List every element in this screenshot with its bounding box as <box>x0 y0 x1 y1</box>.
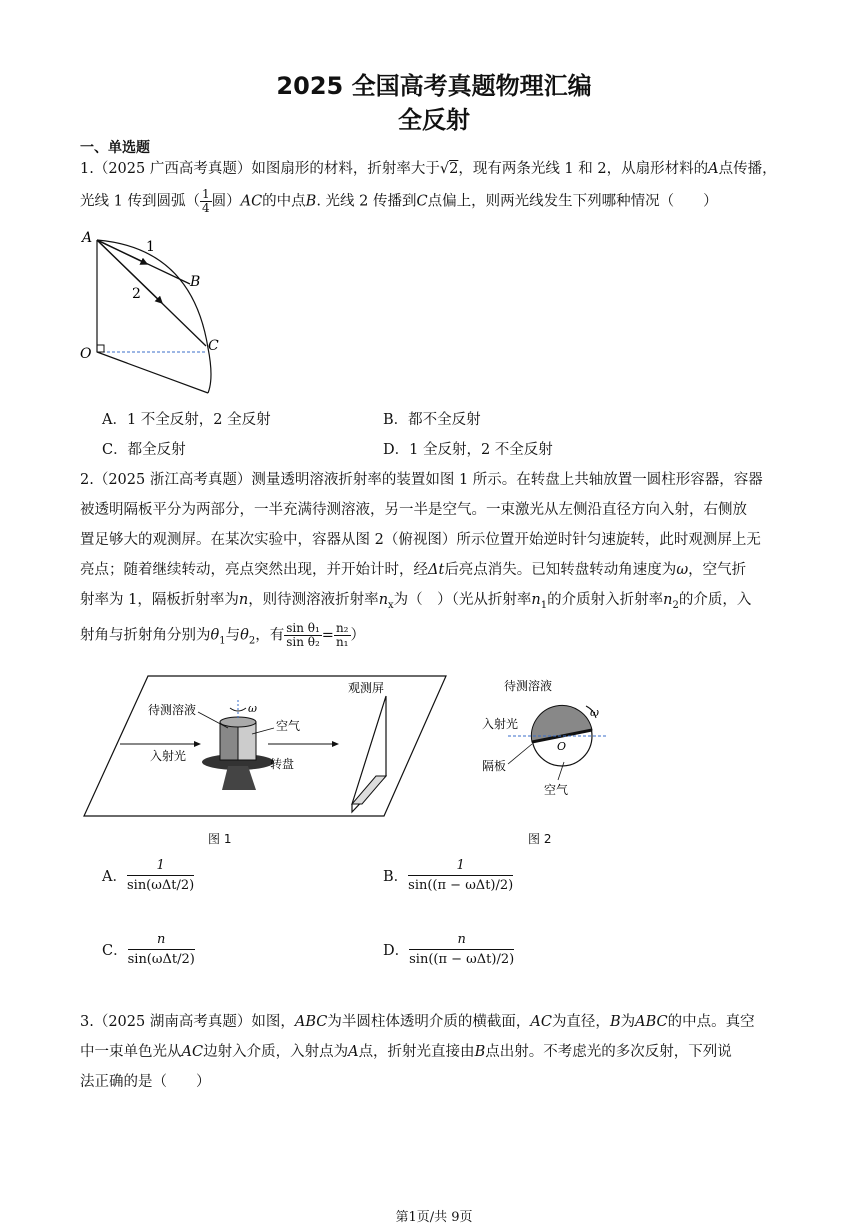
q1-sector-figure <box>72 228 232 398</box>
label-C: C <box>208 338 219 354</box>
air-half <box>238 722 256 760</box>
edge-bottom <box>97 352 208 393</box>
label-solution: 待测溶液 <box>148 703 197 717</box>
doc-subtitle: 全反射 <box>398 106 470 134</box>
omega-label-2: ω <box>590 706 599 719</box>
figure-2-caption: 图 2 <box>528 832 552 846</box>
q2-option-C[interactable]: C． $\frac{n}{\text{sin(ωΔt/2)}}$ <box>102 932 195 967</box>
arc-AC <box>97 240 211 393</box>
q2-figure-2 <box>478 672 628 802</box>
table-plane <box>84 676 446 816</box>
label-incident-2: 入射光 <box>482 717 519 731</box>
snell-fraction-left: $\frac{\text{sin θ₁}}{\text{sin θ₂}}$ <box>286 621 320 649</box>
label-plate: 隔板 <box>482 759 507 773</box>
quarter-fraction: $\frac{1}{4}$ <box>201 187 210 215</box>
q3-line-1: 3.（2025 湖南高考真题）如图，ABC为半圆柱体透明介质的横截面，AC为直径，B为ABC的中点。真空 <box>80 1014 755 1030</box>
turntable-stand <box>222 766 256 790</box>
label-B: B <box>190 274 201 290</box>
q3-line-3: 法正确的是（ ） <box>80 1074 211 1090</box>
label-O: O <box>80 346 92 362</box>
q2-line-1: 2.（2025 浙江高考真题）测量透明溶液折射率的装置如图 1 所示。在转盘上共轴放置一圆柱形容器，容器 <box>80 472 763 488</box>
label-ray-2: 2 <box>132 286 141 302</box>
q1-option-D[interactable]: D．1 全反射，2 不全反射 <box>383 442 553 458</box>
page-footer: 第1页/共 9页 <box>395 1210 473 1225</box>
q1-line-1: 1.（2025 广西高考真题）如图扇形的材料，折射率大于√2，现有两条光线 1 和 2，从扇形材料的A点传播， <box>80 161 777 177</box>
q2-option-A[interactable]: A． $\frac{1}{\text{sin(ωΔt/2)}}$ <box>102 858 195 893</box>
label-air: 空气 <box>276 719 301 733</box>
q1-line-2: 光线 1 传到圆弧（ $\frac{1}{4}$ 圆）AC的中点B. 光线 2 传播到C点偏上，则两光线发生下列哪种情况（ ） <box>80 187 718 215</box>
q2-line-2: 被透明隔板平分为两部分，一半充满待测溶液，另一半是空气。一束激光从左侧沿直径方向入射，右侧放 <box>80 502 747 518</box>
snell-fraction-right: $\frac{\text{n₂}}{\text{n₁}}$ <box>335 621 349 649</box>
q1-option-A[interactable]: A．1 不全反射，2 全反射 <box>102 412 271 428</box>
cylinder-top <box>220 717 256 727</box>
doc-title: 2025 全国高考真题物理汇编 <box>276 72 592 100</box>
sqrt-symbol: √ <box>439 161 450 177</box>
pointer-plate <box>508 744 532 764</box>
label-A: A <box>82 230 93 246</box>
q2-line-4: 亮点；随着继续转动，亮点突然出现，并开始计时，经Δt后亮点消失。已知转盘转动角速度为ω，空气折 <box>80 562 747 578</box>
q3-line-2: 中一束单色光从AC边射入介质，入射点为A点，折射光直接由B点出射。不考虑光的多次反射，下列说 <box>80 1044 732 1060</box>
q2-figure-1 <box>80 672 452 822</box>
q1-option-B[interactable]: B．都不全反射 <box>383 412 481 428</box>
q2-line-6: 射角与折射角分别为$\theta_1$与$\theta_2$，有 $\frac{\text{sin θ₁}}{\text{sin θ₂}}$ = $\frac{\text{n₂}}{\text{n₁}}$ ） <box>80 621 365 649</box>
q1-option-C[interactable]: C．都全反射 <box>102 442 186 458</box>
q2-line-3: 置足够大的观测屏。在某次实验中，容器从图 2（俯视图）所示位置开始逆时针匀速旋转，此时观测屏上无 <box>80 532 761 548</box>
q2-line-5: 射率为 1，隔板折射率为n，则待测溶液折射率$n_x$为（ ）（光从折射率$n_1$的介质射入折射率$n_2$的介质，入 <box>80 592 752 611</box>
label-incident: 入射光 <box>150 749 187 763</box>
q2-option-B[interactable]: B． $\frac{1}{\text{sin((π − ωΔt)/2)}}$ <box>383 858 514 893</box>
right-angle-mark <box>97 345 104 352</box>
section-heading: 一、单选题 <box>80 140 150 156</box>
label-screen: 观测屏 <box>348 681 385 695</box>
omega-label: ω <box>248 702 257 715</box>
label-ray-1: 1 <box>146 239 155 255</box>
q2-option-D[interactable]: D． $\frac{n}{\text{sin((π − ωΔt)/2)}}$ <box>383 932 515 967</box>
label-solution-2: 待测溶液 <box>504 679 553 693</box>
label-air-2: 空气 <box>544 783 569 797</box>
figure-1-caption: 图 1 <box>208 832 232 846</box>
label-turntable: 转盘 <box>270 757 295 771</box>
center-O: O <box>557 740 567 753</box>
